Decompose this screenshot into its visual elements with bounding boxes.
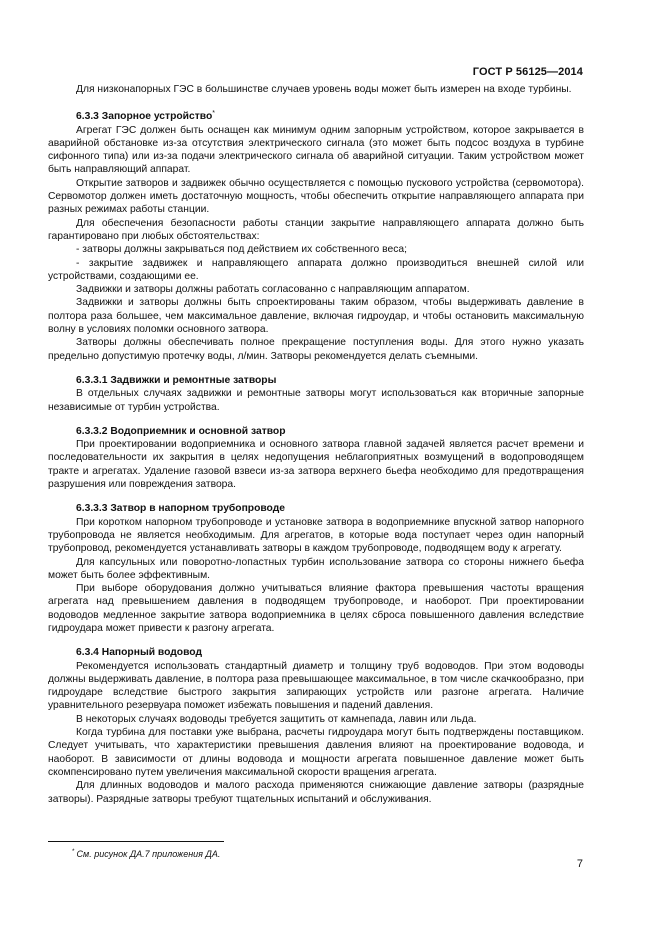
section-heading: 6.3.3.1 Задвижки и ремонтные затворы [76,374,277,386]
paragraph: В некоторых случаях водоводы требуется защитить от камнепада, лавин или льда. [76,713,477,725]
paragraph: Для низконапорных ГЭС в большинстве случаев уровень воды может быть измерен на входе турбины. [76,84,572,95]
page-number: 7 [576,858,583,870]
list-item: - закрытие задвижек и направляющего аппарата должно производиться внешней силой или устройствами, создающими ее. [48,257,584,282]
paragraph: При проектировании водоприемника и основного затвора главной задачей является расчет времени и последовательности их закрытия в целях недопущения неблагоприятных возмущений в водопроводящем тракте и агрегатах. Удаление газовой взвеси из-за затвора верхнего бьефа необходимо для предотвращения разрушения или повреждения затвора. [48,439,584,491]
section-title: 6.3.3 Запорное устройство [76,111,213,123]
paragraph: При коротком напорном трубопроводе и установке затвора в водоприемнике впускной затвор напорного трубопровода не является необходимым. Для агрегатов, в которые вода поступает через один напорный трубопровод, рекомендуется устанавливать затворы в каждом трубопроводе, подводящем воду к агрегату. [48,516,584,555]
paragraph: Для длинных водоводов и малого расхода применяются снижающие давление затворы (разрядные затворы). Разрядные затворы требуют тщательных испытаний и обслуживания. [48,780,584,805]
paragraph: Для капсульных или поворотно-лопастных турбин использование затвора со стороны нижнего бьефа может быть более эффективным. [48,556,584,581]
paragraph: Открытие затворов и задвижек обычно осуществляется с помощью пускового устройства (сервомотора). Сервомотор должен иметь достаточную мощность, чтобы обеспечить открытие направляющего аппарата при разных режимах работы станции. [48,177,584,216]
paragraph: Для обеспечения безопасности работы станции закрытие направляющего аппарата должно быть гарантировано при любых обстоятельствах: [48,217,584,242]
paragraph: В отдельных случаях задвижки и ремонтные затворы могут использоваться как вторичные запорные независимые от турбин устройства. [48,388,584,413]
footnote-mark: * [72,848,75,855]
section-heading: 6.3.3.3 Затвор в напорном трубопроводе [76,503,285,515]
page-header: ГОСТ Р 56125—2014 [472,66,583,78]
paragraph: Рекомендуется использовать стандартный диаметр и толщину труб водоводов. При этом водоводы должны выдерживать давление, в полтора раза превышающее максимальное, в том числе скачкообразно, при гидроударе вследствие быстрого закрытия запирающих устройств или разгоне агрегата. Наличие уравнительного резервуара поможет избежать повышения и падений давления. [48,660,584,712]
document-body [48,83,584,806]
section-heading: 6.3.3.2 Водоприемник и основной затвор [76,425,286,437]
paragraph: При выборе оборудования должно учитываться влияние фактора превышения частоты вращения агрегата над превышением давления в подводящем трубопроводе, и наоборот. При проектировании водоводов медленное закрытие затвора водоприемника в целях сброса повышенного давления вследствие гидроудара может привести к разгону агрегата. [48,583,584,634]
paragraph: Задвижки и затворы должны работать согласованно с направляющим аппаратом. [76,284,470,296]
section-heading [48,107,584,123]
footnote [72,848,220,859]
footnote-reference: * [212,110,215,118]
section-heading: 6.3.4 Напорный водовод [76,647,202,659]
paragraph: Агрегат ГЭС должен быть оснащен как минимум одним запорным устройством, которое закрывается в аварийной обстановке из-за отсутствия электрического сигнала (это может быть подсос воздуха в турбине сифонного типа) или из-за подачи электрического сигнала об аварийной ситуации. Таким устройством может быть направляющий аппарат. [48,124,584,176]
footnote-text: См. рисунок ДА.7 приложения ДА. [76,849,221,859]
paragraph: Задвижки и затворы должны быть спроектированы таким образом, чтобы выдерживать давление в полтора раза большее, чем максимальное давление, включая гидроудар, и чтобы остановить максимальную волну в условиях поломки основного затвора. [48,297,584,336]
footnote-divider [48,841,224,842]
paragraph: Когда турбина для поставки уже выбрана, расчеты гидроудара могут быть подтверждены поставщиком. Следует учитывать, что характеристики превышения давления влияют на проектирование водовода, и наоборот. В зависимости от длины водовода и мощности агрегата повышенное давление может быть скомпенсировано путем увеличения максимальной скорости вращения агрегата. [48,727,584,778]
list-item: - затворы должны закрываться под действием их собственного веса; [76,244,407,256]
paragraph: Затворы должны обеспечивать полное прекращение поступления воды. Для этого нужно указать предельно допустимую протечку воды, л/мин. Затворы рекомендуется делать съемными. [48,337,584,362]
